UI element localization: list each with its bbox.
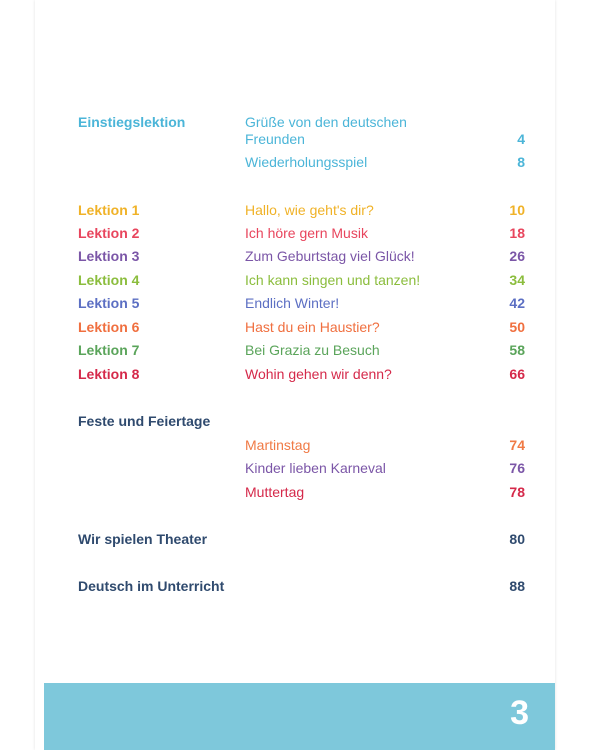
section-feste: Feste und Feiertage bbox=[78, 413, 211, 429]
intro-game-title: Wiederholungsspiel bbox=[245, 154, 368, 170]
section-einstiegslektion: Einstiegslektion bbox=[78, 114, 186, 130]
lesson-4-title: Ich kann singen und tanzen! bbox=[245, 272, 421, 288]
feste-item-2-title: Kinder lieben Karneval bbox=[245, 460, 386, 476]
intro-item-title-line2: Freunden bbox=[245, 131, 305, 147]
theater-page: 80 bbox=[509, 531, 525, 547]
feste-item-1-title: Martinstag bbox=[245, 437, 311, 453]
lesson-7-title: Bei Grazia zu Besuch bbox=[245, 342, 380, 358]
lesson-1-page: 10 bbox=[509, 202, 525, 218]
lesson-8-label: Lektion 8 bbox=[78, 366, 140, 382]
lesson-6-page: 50 bbox=[509, 319, 525, 335]
lesson-8-page: 66 bbox=[509, 366, 525, 382]
lesson-3-label: Lektion 3 bbox=[78, 248, 140, 264]
lesson-8-title: Wohin gehen wir denn? bbox=[245, 366, 392, 382]
feste-item-3-title: Muttertag bbox=[245, 484, 305, 500]
section-unterricht: Deutsch im Unterricht bbox=[78, 578, 225, 594]
lesson-1-label: Lektion 1 bbox=[78, 202, 140, 218]
lesson-3-title: Zum Geburtstag viel Glück! bbox=[245, 248, 415, 264]
feste-item-1-page: 74 bbox=[509, 437, 525, 453]
lesson-7-page: 58 bbox=[509, 342, 525, 358]
lesson-7-label: Lektion 7 bbox=[78, 342, 140, 358]
intro-item-title-line1: Grüße von den deutschen bbox=[245, 114, 407, 130]
lesson-5-label: Lektion 5 bbox=[78, 295, 140, 311]
lesson-6-title: Hast du ein Haustier? bbox=[245, 319, 380, 335]
lesson-2-label: Lektion 2 bbox=[78, 225, 140, 241]
intro-game-page: 8 bbox=[517, 154, 525, 170]
feste-item-3-page: 78 bbox=[509, 484, 525, 500]
lesson-2-page: 18 bbox=[509, 225, 525, 241]
lesson-5-page: 42 bbox=[509, 295, 525, 311]
intro-item-page: 4 bbox=[517, 131, 525, 147]
section-theater: Wir spielen Theater bbox=[78, 531, 208, 547]
lesson-6-label: Lektion 6 bbox=[78, 319, 140, 335]
unterricht-page: 88 bbox=[509, 578, 525, 594]
feste-item-2-page: 76 bbox=[509, 460, 525, 476]
lesson-3-page: 26 bbox=[509, 248, 525, 264]
lesson-4-page: 34 bbox=[509, 272, 525, 288]
lesson-5-title: Endlich Winter! bbox=[245, 295, 340, 311]
footer-band bbox=[44, 683, 555, 750]
page-number: 3 bbox=[510, 694, 529, 732]
lesson-1-title: Hallo, wie geht's dir? bbox=[245, 202, 374, 218]
lesson-4-label: Lektion 4 bbox=[78, 272, 140, 288]
lesson-2-title: Ich höre gern Musik bbox=[245, 225, 368, 241]
